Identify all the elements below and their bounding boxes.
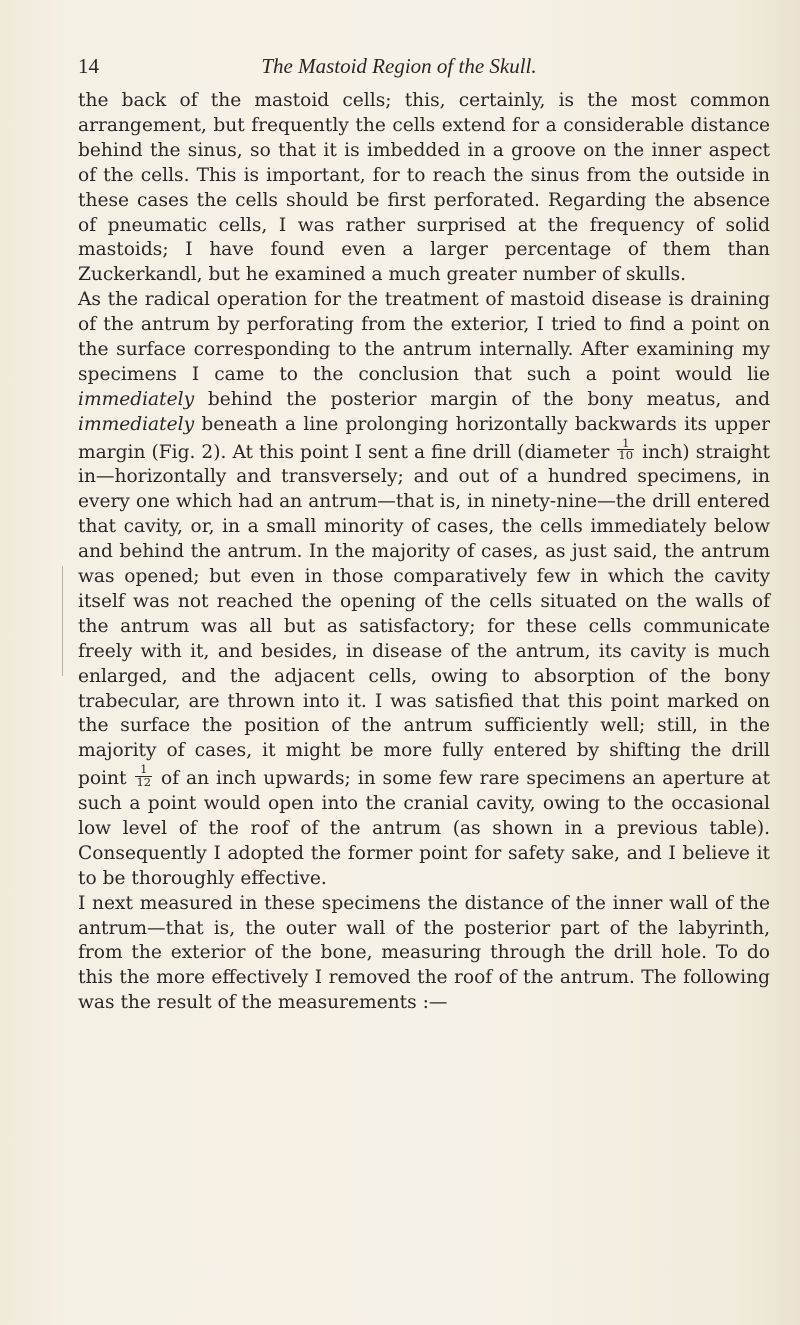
- text-span: behind the posterior margin of the bony meatus, and: [194, 388, 770, 410]
- text-span: As the radical operation for the treatment of mastoid disease is draining of the antrum by perforating from the exterior, I tried to find a point on the surface corresponding to the antrum internally. After examining my specimens I came to the conclusion that such a point would lie: [78, 289, 770, 385]
- text-span: inch) straight in—horizontally and transversely; and out of a hundred specimens, in every one which had an antrum—that is, in ninety-nine—the drill entered that cavity, or, in a small minority of cases, the cells immediately below and behind the antrum. In the majority of cases, as just said, the antrum was opened; but even in those comparatively few in which the cavity itself was not reached the opening of the cells situated on the walls of the antrum was all but as satisfactory; for these cells communicate freely with it, and besides, in disease of the antrum, its cavity is much enlarged, and the adjacent cells, owing to absorption of the bony trabecular, are thrown into it. I was satisfied that this point marked on the surface the position of the antrum sufficiently well; still, in the majority of cases, it might be more fully entered by shifting the drill point: [78, 441, 771, 790]
- fraction-denominator: 12: [136, 774, 152, 789]
- margin-pencil-mark: [62, 566, 69, 676]
- fraction-numerator: 1: [617, 438, 634, 451]
- emphasis-immediately: immediately: [78, 388, 195, 410]
- fraction-one-tenth: [617, 435, 634, 463]
- text-span: of an inch upwards; in some few rare specimens an aperture at such a point would open into the cranial cavity, owing to the occasional low level of the roof of the antrum (as shown in a previous table). Consequently I adopted the former point for safety sake, and I believe it to be thoroughly effective.: [78, 768, 771, 889]
- emphasis-immediately: immediately: [78, 413, 195, 435]
- text-span: beneath a line prolonging horizontally backwards its upper margin (Fig. 2). At this point I sent a fine drill (diameter: [78, 413, 770, 463]
- page-number: 14: [78, 54, 99, 78]
- fraction-denominator: 10: [618, 448, 634, 463]
- paragraph-3: [78, 892, 770, 1017]
- body-text: [78, 89, 770, 1016]
- fraction-numerator: 1: [135, 764, 152, 777]
- text-span: I next measured in these specimens the distance of the inner wall of the antrum—that is, the outer wall of the posterior part of the labyrinth, from the exterior of the bone, measuring through the drill hole. To do this the more effectively I removed the roof of the antrum. The following was the result of the measurements :—: [78, 892, 770, 1014]
- text-span: the back of the mastoid cells; this, certainly, is the most common arrangement, but frequently the cells extend for a considerable distance behind the sinus, so that it is imbedded in a groove on the inner aspect of the cells. This is important, for to reach the sinus from the outside in these cases the cells should be first perforated. Regarding the absence of pneumatic cells, I was rather surprised at the frequency of solid mastoids; I have found even a larger percentage of them than Zuckerkandl, but he examined a much greater number of skulls.: [78, 90, 770, 286]
- running-title: The Mastoid Region of the Skull.: [261, 54, 537, 78]
- paragraph-2: [78, 288, 770, 891]
- paragraph-1: [78, 89, 770, 288]
- fraction-one-twelfth: [135, 764, 152, 788]
- page-header: [78, 54, 720, 84]
